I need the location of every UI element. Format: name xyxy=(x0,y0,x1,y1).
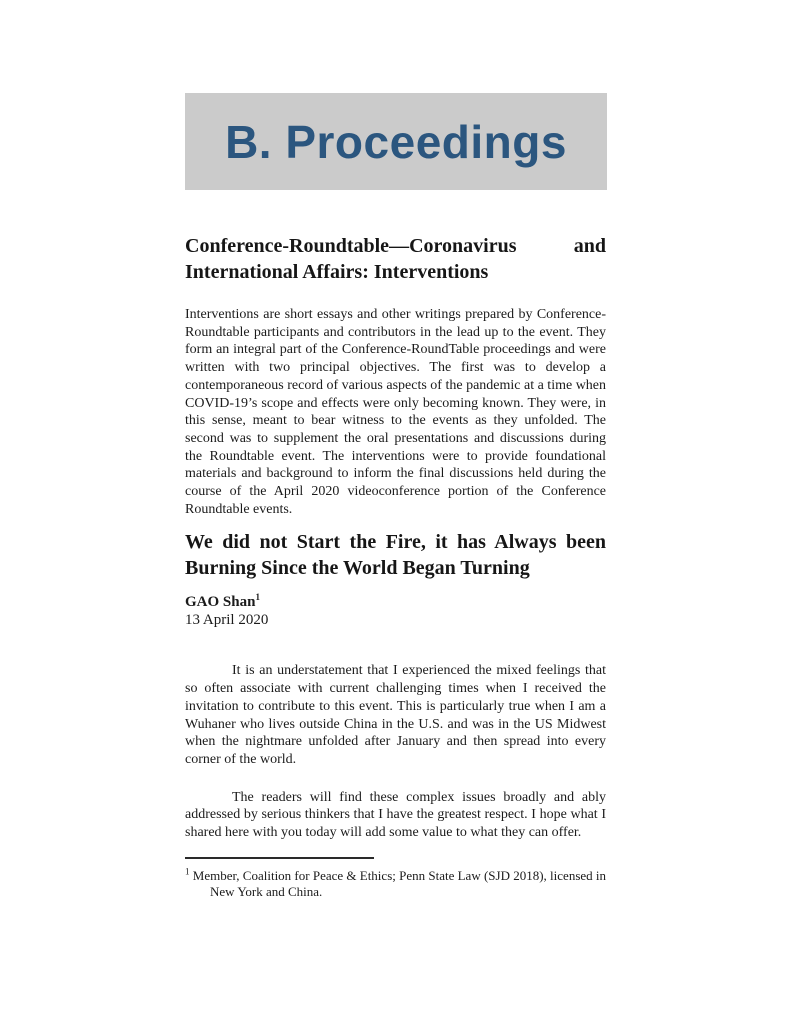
section-banner-title: B. Proceedings xyxy=(225,115,567,168)
footnote-marker: 1 xyxy=(185,866,190,877)
text-line: We did not Start the Fire, it has Always been xyxy=(185,531,606,554)
essay-date: 13 April 2020 xyxy=(185,612,269,629)
author-name-text: GAO Shan xyxy=(185,594,256,611)
footnote-separator xyxy=(185,857,374,859)
footnote xyxy=(185,868,606,900)
essay-title xyxy=(185,529,606,581)
intro-paragraph: Interventions are short essays and other writings prepared by Conference-Roundtable participants and contributors in the lead up to the event. They form an integral part of the Conference-RoundTable proceedings and were written with two principal objectives. The first was to develop a contemporaneous record of various aspects of the pandemic at a time when COVID-19’s scope and effects were only becoming known. They were, in this sense, meant to bear witness to the events as they unfolded. The second was to supplement the oral presentations and discussions during the Roundtable event. The interventions were to provide foundational materials and background to inform the final discussions held during the course of the April 2020 videoconference portion of the Conference Roundtable events. xyxy=(185,307,607,517)
text-line: International Affairs: Interventions xyxy=(185,261,489,283)
author-footnote-marker: 1 xyxy=(255,592,260,603)
text-line: Burning Since the World Began Turning xyxy=(185,557,530,580)
page-content xyxy=(185,233,606,900)
essay-paragraph-2: The readers will find these complex issues broadly and ably addressed by serious thinkers that I have the greatest respect. I hope what I shared here with you today will add some value to what they can offer. xyxy=(185,789,606,841)
text-line: Conference-Roundtable—Coronavirus and xyxy=(185,235,606,257)
author-block xyxy=(185,593,606,629)
essay-paragraph-1: It is an understatement that I experienced the mixed feelings that so often associate with current challenging times when I received the invitation to contribute to this event. This is particularly true when I am a Wuhaner who lives outside China in the U.S. and was in the US Midwest when the nightmare unfolded after January and then spread into every corner of the world. xyxy=(185,663,606,767)
author-name xyxy=(185,593,606,611)
article-title xyxy=(185,233,606,285)
section-banner xyxy=(185,93,607,190)
footnote-text: Member, Coalition for Peace & Ethics; Penn State Law (SJD 2018), licensed in New York and China. xyxy=(192,867,607,899)
